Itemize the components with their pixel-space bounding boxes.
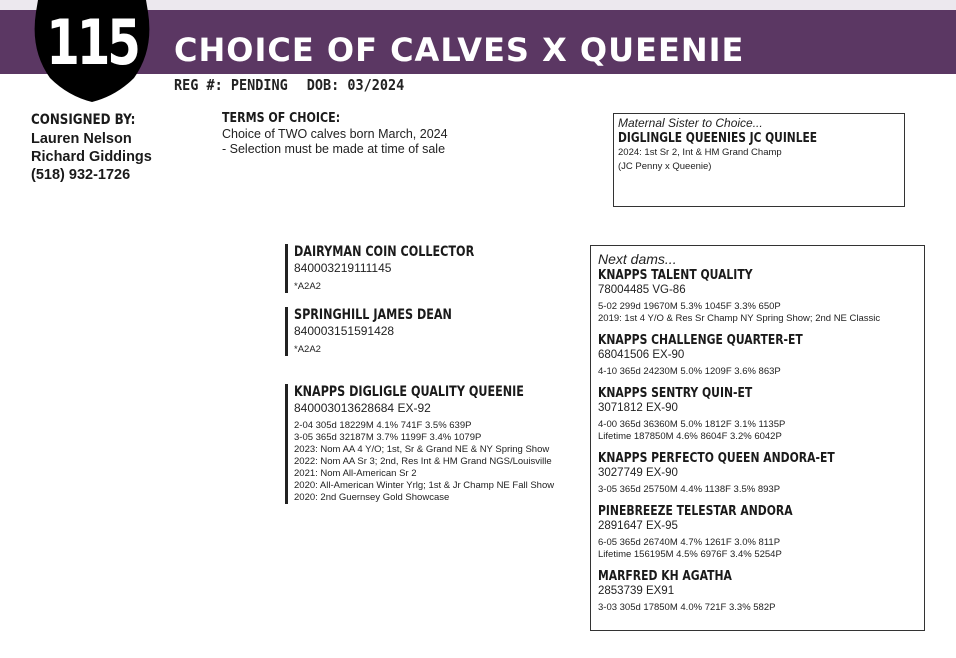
terms-heading: TERMS OF CHOICE: bbox=[222, 111, 341, 126]
date-of-birth: DOB: 03/2024 bbox=[306, 76, 405, 94]
next-dam-name: KNAPPS SENTRY QUIN-ET bbox=[598, 385, 753, 401]
next-dam-reg: 3071812 EX-90 bbox=[598, 402, 678, 414]
consignor-heading: CONSIGNED BY: bbox=[31, 112, 136, 128]
dam-record: 2020: All-American Winter Yrlg; 1st & Jr Champ NE Fall Show bbox=[294, 480, 555, 491]
next-dam-record: 6-05 365d 26740M 4.7% 1261F 3.0% 811P bbox=[598, 537, 781, 548]
sister-record: 2024: 1st Sr 2, Int & HM Grand Champ bbox=[618, 147, 782, 158]
sire-entry bbox=[285, 244, 585, 293]
mgs-reg: 840003151591428 bbox=[294, 324, 395, 338]
sister-parentage: (JC Penny x Queenie) bbox=[618, 161, 712, 172]
dam-record: 2021: Nom All-American Sr 2 bbox=[294, 468, 417, 479]
next-dam-entry bbox=[598, 332, 917, 378]
next-dams-note: Next dams... bbox=[598, 251, 677, 267]
sister-name: DIGLINGLE QUEENIES JC QUINLEE bbox=[618, 131, 818, 146]
next-dam-reg: 2853739 EX91 bbox=[598, 585, 675, 597]
next-dam-name: MARFRED KH AGATHA bbox=[598, 568, 732, 584]
next-dam-name: KNAPPS PERFECTO QUEEN ANDORA-ET bbox=[598, 450, 835, 466]
dam-reg: 840003013628684 EX-92 bbox=[294, 401, 431, 415]
sire-note: *A2A2 bbox=[294, 281, 321, 292]
lot-number-badge bbox=[30, 0, 154, 102]
lot-number: 115 bbox=[46, 6, 138, 79]
dam-record: 2-04 305d 18229M 4.1% 741F 3.5% 639P bbox=[294, 420, 472, 431]
next-dam-record: 4-10 365d 24230M 5.0% 1209F 3.6% 863P bbox=[598, 366, 781, 377]
pedigree-block bbox=[285, 244, 585, 518]
terms-block bbox=[222, 111, 522, 157]
sire-reg: 840003219111145 bbox=[294, 261, 392, 275]
dam-name: KNAPPS DIGLIGLE QUALITY QUEENIE bbox=[294, 384, 524, 400]
next-dam-record: Lifetime 156195M 4.5% 6976F 3.4% 5254P bbox=[598, 549, 782, 560]
lot-title: CHOICE OF CALVES X QUEENIE bbox=[174, 31, 745, 69]
terms-line: Choice of TWO calves born March, 2024 bbox=[222, 127, 448, 141]
next-dam-entry bbox=[598, 568, 917, 614]
maternal-sister-box bbox=[613, 113, 905, 207]
next-dam-reg: 78004485 VG-86 bbox=[598, 284, 686, 296]
sister-note: Maternal Sister to Choice... bbox=[618, 116, 763, 130]
next-dam-entry bbox=[598, 503, 917, 561]
dam-entry bbox=[285, 384, 585, 504]
sire-name: DAIRYMAN COIN COLLECTOR bbox=[294, 244, 475, 260]
next-dam-name: KNAPPS TALENT QUALITY bbox=[598, 267, 753, 283]
dam-record: 2023: Nom AA 4 Y/O; 1st, Sr & Grand NE & NY Spring Show bbox=[294, 444, 550, 455]
next-dam-entry bbox=[598, 385, 917, 443]
next-dam-reg: 2891647 EX-95 bbox=[598, 520, 678, 532]
next-dam-name: PINEBREEZE TELESTAR ANDORA bbox=[598, 503, 793, 519]
mgs-name: SPRINGHILL JAMES DEAN bbox=[294, 307, 452, 323]
consignor-name: Richard Giddings bbox=[31, 149, 152, 165]
next-dam-record: 3-05 365d 25750M 4.4% 1138F 3.5% 893P bbox=[598, 484, 781, 495]
next-dam-reg: 68041506 EX-90 bbox=[598, 349, 685, 361]
consignor-block bbox=[31, 112, 201, 184]
terms-line: - Selection must be made at time of sale bbox=[222, 142, 446, 156]
mgs-entry bbox=[285, 307, 585, 356]
consignor-phone: (518) 932-1726 bbox=[31, 167, 131, 183]
next-dam-entry bbox=[598, 450, 917, 496]
next-dam-record: 4-00 365d 36360M 5.0% 1812F 3.1% 1135P bbox=[598, 419, 786, 430]
next-dam-name: KNAPPS CHALLENGE QUARTER-ET bbox=[598, 332, 803, 348]
reg-number: REG #: PENDING bbox=[174, 76, 288, 94]
dam-record: 2022: Nom AA Sr 3; 2nd, Res Int & HM Grand NGS/Louisville bbox=[294, 456, 552, 467]
next-dam-record: 2019: 1st 4 Y/O & Res Sr Champ NY Spring Show; 2nd NE Classic bbox=[598, 313, 881, 324]
next-dam-reg: 3027749 EX-90 bbox=[598, 467, 678, 479]
dam-record: 3-05 365d 32187M 3.7% 1199F 3.4% 1079P bbox=[294, 432, 482, 443]
consignor-name: Lauren Nelson bbox=[31, 131, 132, 147]
next-dam-record: 5-02 299d 19670M 5.3% 1045F 3.3% 650P bbox=[598, 301, 781, 312]
next-dam-entry bbox=[598, 267, 917, 325]
dam-record: 2020: 2nd Guernsey Gold Showcase bbox=[294, 492, 450, 503]
next-dam-record: Lifetime 187850M 4.6% 8604F 3.2% 6042P bbox=[598, 431, 782, 442]
next-dam-record: 3-03 305d 17850M 4.0% 721F 3.3% 582P bbox=[598, 602, 776, 613]
mgs-note: *A2A2 bbox=[294, 344, 321, 355]
registration-line bbox=[174, 76, 415, 94]
next-dams-box bbox=[590, 245, 925, 631]
